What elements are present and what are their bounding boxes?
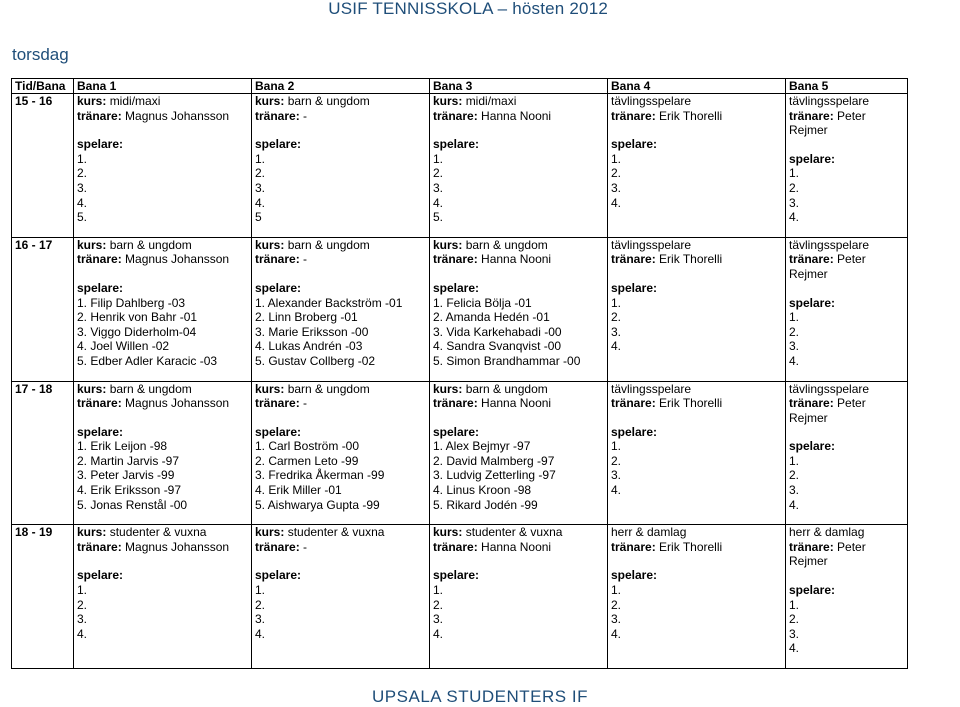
table-row — [12, 381, 908, 525]
coach-label: tränare: — [611, 108, 656, 123]
player-entry: 3. — [611, 180, 622, 195]
coach-label: tränare: — [77, 252, 122, 267]
player-entry: 3. — [611, 612, 622, 627]
player-entry: 3. — [433, 180, 444, 195]
table-row — [12, 237, 908, 381]
court-cell — [786, 381, 908, 525]
player-entry: 4. Erik Miller -01 — [255, 483, 342, 498]
player-entry: 1. — [611, 583, 622, 598]
player-entry: 1. — [433, 583, 444, 598]
court-cell — [252, 94, 430, 238]
player-entry: 4. Joel Willen -02 — [77, 339, 170, 354]
course-label: kurs: — [433, 381, 463, 396]
course-line — [611, 525, 785, 540]
course-name: barn & ungdom — [465, 381, 548, 396]
player-entry: 4. — [77, 195, 88, 210]
player-entry: 1. — [433, 151, 444, 166]
court-cell — [74, 237, 252, 381]
player-entry: 3. — [433, 612, 444, 627]
course-line — [77, 94, 251, 109]
coach-line — [789, 540, 907, 569]
player-entry: 1. — [789, 166, 800, 181]
player-entry: 3. — [611, 324, 622, 339]
players-label: spelare: — [255, 280, 302, 295]
coach-name: Hanna Nooni — [481, 539, 552, 554]
course-name: barn & ungdom — [287, 94, 370, 108]
player-entry: 3. Viggo Diderholm-04 — [77, 324, 197, 339]
spacer — [611, 411, 785, 425]
player-entry: 1. Alexander Backström -01 — [255, 295, 403, 310]
player-entry: 4. — [789, 641, 800, 656]
players-label: spelare: — [433, 568, 480, 583]
player-entry: 5. — [433, 210, 444, 225]
coach-label: tränare: — [611, 396, 656, 411]
player-entry: 3. — [77, 180, 88, 195]
coach-label: tränare: — [77, 539, 122, 554]
court-cell — [608, 381, 786, 525]
course-line — [77, 382, 251, 397]
player-entry: 3. — [789, 626, 800, 641]
player-entry: 4. — [789, 210, 800, 225]
player-entry: 2. David Malmberg -97 — [433, 453, 555, 468]
player-entry: 3. — [255, 180, 266, 195]
player-entry: 4. Sandra Svanqvist -00 — [433, 339, 562, 354]
coach-name: Peter Rejmer — [789, 539, 866, 569]
spacer — [255, 267, 429, 281]
players-label: spelare: — [255, 568, 302, 583]
player-entry: 2. Henrik von Bahr -01 — [77, 310, 198, 325]
spacer — [611, 123, 785, 137]
course-name: tävlingsspelare — [611, 381, 692, 396]
player-entry: 4. — [611, 626, 622, 641]
spacer — [77, 411, 251, 425]
course-line — [255, 238, 429, 253]
player-entry: 2. Martin Jarvis -97 — [77, 453, 180, 468]
course-label: kurs: — [255, 525, 285, 540]
course-name: barn & ungdom — [109, 381, 192, 396]
coach-label: tränare: — [433, 252, 478, 267]
coach-label: tränare: — [789, 396, 834, 411]
player-entry: 3. — [789, 483, 800, 498]
player-entry: 1. Alex Bejmyr -97 — [433, 439, 531, 454]
player-entry: 4. Linus Kroon -98 — [433, 483, 532, 498]
course-line — [77, 238, 251, 253]
course-line — [789, 382, 907, 397]
players-label: spelare: — [77, 424, 124, 439]
player-entry: 1. — [77, 151, 88, 166]
player-entry: 2. — [789, 612, 800, 627]
player-entry: 1. Felicia Bölja -01 — [433, 295, 532, 310]
players-label: spelare: — [789, 151, 836, 166]
course-label: kurs: — [433, 94, 463, 108]
player-entry: 2. Linn Broberg -01 — [255, 310, 358, 325]
players-label: spelare: — [255, 424, 302, 439]
spacer — [789, 138, 907, 152]
table-row — [12, 525, 908, 669]
coach-label: tränare: — [789, 539, 834, 554]
spacer — [77, 554, 251, 568]
course-name: tävlingsspelare — [789, 237, 870, 252]
course-label: kurs: — [77, 237, 107, 252]
player-entry: 5. Edber Adler Karacic -03 — [77, 353, 218, 368]
spacer — [433, 267, 607, 281]
coach-label: tränare: — [789, 108, 834, 123]
course-line — [77, 525, 251, 540]
coach-line — [433, 396, 607, 411]
players-label: spelare: — [77, 280, 124, 295]
player-entry: 2. — [255, 166, 266, 181]
course-name: studenter & vuxna — [109, 525, 207, 540]
coach-name: Hanna Nooni — [481, 108, 552, 123]
player-entry: 4. — [255, 626, 266, 641]
players-label: spelare: — [433, 137, 480, 152]
coach-name: Peter Rejmer — [789, 252, 866, 281]
course-name: tävlingsspelare — [789, 381, 870, 396]
course-line — [255, 525, 429, 540]
time-slot: 16 - 17 — [12, 237, 74, 381]
players-label: spelare: — [433, 424, 480, 439]
spacer — [789, 425, 907, 439]
player-entry: 2. — [611, 166, 622, 181]
course-line — [433, 238, 607, 253]
player-entry: 2. — [611, 310, 622, 325]
spacer — [433, 123, 607, 137]
column-header: Bana 3 — [430, 79, 608, 94]
coach-line — [77, 396, 251, 411]
course-name: studenter & vuxna — [287, 525, 385, 540]
column-header: Tid/Bana — [12, 79, 74, 94]
coach-line — [789, 109, 907, 138]
player-entry: 1. — [611, 439, 622, 454]
course-name: barn & ungdom — [287, 381, 370, 396]
player-entry: 4. Erik Eriksson -97 — [77, 483, 182, 498]
player-entry: 2. — [611, 453, 622, 468]
coach-line — [611, 540, 785, 555]
spacer — [433, 411, 607, 425]
player-entry: 4. — [611, 339, 622, 354]
coach-name: Hanna Nooni — [481, 396, 552, 411]
course-line — [611, 94, 785, 109]
coach-line — [255, 109, 429, 124]
players-label: spelare: — [77, 137, 124, 152]
court-cell — [430, 381, 608, 525]
course-line — [789, 525, 907, 540]
players-label: spelare: — [255, 137, 302, 152]
player-entry: 1. Erik Leijon -98 — [77, 439, 168, 454]
player-entry: 5. Simon Brandhammar -00 — [433, 353, 581, 368]
court-cell — [430, 94, 608, 238]
court-cell — [608, 525, 786, 669]
coach-line — [611, 252, 785, 267]
page-header-title: USIF TENNISSKOLA – hösten 2012 — [328, 0, 608, 18]
coach-label: tränare: — [433, 396, 478, 411]
player-entry: 3. — [77, 612, 88, 627]
course-line — [789, 238, 907, 253]
player-entry: 3. Fredrika Åkerman -99 — [255, 468, 385, 483]
coach-line — [433, 109, 607, 124]
court-cell — [786, 94, 908, 238]
coach-label: tränare: — [789, 252, 834, 267]
table-header-row — [12, 79, 908, 94]
course-label: kurs: — [433, 237, 463, 252]
time-slot: 18 - 19 — [12, 525, 74, 669]
course-name: midi/maxi — [109, 94, 161, 108]
schedule-body — [12, 94, 908, 669]
player-entry: 2. — [433, 166, 444, 181]
court-cell — [430, 525, 608, 669]
course-line — [433, 382, 607, 397]
player-entry: 1. — [77, 583, 88, 598]
player-entry: 5. Aishwarya Gupta -99 — [255, 497, 380, 512]
players-label: spelare: — [433, 280, 480, 295]
player-entry: 2. — [611, 597, 622, 612]
spacer — [77, 267, 251, 281]
player-entry: 5. Rikard Jodén -99 — [433, 497, 538, 512]
players-label: spelare: — [611, 137, 658, 152]
player-entry: 1. Filip Dahlberg -03 — [77, 295, 186, 310]
course-line — [255, 382, 429, 397]
course-name: herr & damlag — [789, 525, 865, 540]
footer-text: UPSALA STUDENTERS IF — [372, 687, 588, 706]
player-entry: 1. — [789, 310, 800, 325]
player-entry: 4. — [255, 195, 266, 210]
court-cell — [74, 525, 252, 669]
course-line — [789, 94, 907, 109]
players-label: spelare: — [611, 280, 658, 295]
player-entry: 3. — [789, 339, 800, 354]
spacer — [611, 554, 785, 568]
player-entry: 4. — [789, 353, 800, 368]
player-entry: 2. — [789, 324, 800, 339]
player-entry: 5 — [255, 210, 262, 225]
coach-name: Erik Thorelli — [659, 108, 723, 123]
court-cell — [252, 381, 430, 525]
players-label: spelare: — [789, 439, 836, 454]
player-entry: 2. — [255, 597, 266, 612]
course-label: kurs: — [77, 94, 107, 108]
player-entry: 1. — [255, 151, 266, 166]
coach-line — [77, 109, 251, 124]
course-name: midi/maxi — [465, 94, 517, 108]
coach-line — [789, 252, 907, 281]
coach-name: Magnus Johansson — [125, 252, 230, 267]
court-cell — [74, 94, 252, 238]
player-entry: 4. — [433, 195, 444, 210]
court-cell — [608, 237, 786, 381]
coach-name: - — [303, 539, 308, 554]
coach-name: - — [303, 252, 308, 267]
column-header: Bana 2 — [252, 79, 430, 94]
coach-line — [77, 540, 251, 555]
player-entry: 1. — [611, 295, 622, 310]
coach-line — [255, 252, 429, 267]
spacer — [789, 569, 907, 583]
course-label: kurs: — [255, 94, 285, 108]
players-label: spelare: — [77, 568, 124, 583]
course-name: tävlingsspelare — [611, 237, 692, 252]
course-name: barn & ungdom — [287, 237, 370, 252]
player-entry: 4. — [789, 497, 800, 512]
coach-label: tränare: — [433, 539, 478, 554]
course-line — [611, 382, 785, 397]
course-name: herr & damlag — [611, 525, 687, 540]
course-label: kurs: — [433, 525, 463, 540]
coach-label: tränare: — [255, 252, 300, 267]
players-label: spelare: — [789, 295, 836, 310]
court-cell — [608, 94, 786, 238]
coach-line — [611, 109, 785, 124]
coach-label: tränare: — [77, 396, 122, 411]
coach-label: tränare: — [255, 539, 300, 554]
player-entry: 1. — [789, 597, 800, 612]
player-entry: 1. — [611, 151, 622, 166]
coach-name: Peter Rejmer — [789, 108, 866, 138]
schedule-table — [11, 78, 908, 669]
player-entry: 3. — [255, 612, 266, 627]
player-entry: 1. Carl Boström -00 — [255, 439, 360, 454]
course-name: barn & ungdom — [109, 237, 192, 252]
coach-name: - — [303, 108, 308, 123]
player-entry: 4. — [77, 626, 88, 641]
time-slot: 15 - 16 — [12, 94, 74, 238]
course-line — [255, 94, 429, 109]
player-entry: 4. Lukas Andrén -03 — [255, 339, 363, 354]
course-name: studenter & vuxna — [465, 525, 563, 540]
spacer — [77, 123, 251, 137]
coach-name: - — [303, 396, 308, 411]
player-entry: 4. — [611, 483, 622, 498]
players-label: spelare: — [789, 583, 836, 598]
coach-label: tränare: — [611, 252, 656, 267]
course-label: kurs: — [255, 237, 285, 252]
coach-line — [433, 252, 607, 267]
day-heading: torsdag — [12, 45, 69, 64]
coach-line — [255, 540, 429, 555]
player-entry: 5. Jonas Renstål -00 — [77, 497, 188, 512]
coach-name: Erik Thorelli — [659, 539, 723, 554]
coach-name: Peter Rejmer — [789, 396, 866, 425]
player-entry: 5. — [77, 210, 88, 225]
coach-line — [433, 540, 607, 555]
coach-name: Magnus Johansson — [125, 396, 230, 411]
column-header: Bana 5 — [786, 79, 908, 94]
spacer — [433, 554, 607, 568]
player-entry: 3. Marie Eriksson -00 — [255, 324, 369, 339]
coach-label: tränare: — [433, 108, 478, 123]
player-entry: 4. — [611, 195, 622, 210]
coach-label: tränare: — [255, 396, 300, 411]
course-label: kurs: — [77, 525, 107, 540]
coach-line — [789, 396, 907, 425]
course-name: tävlingsspelare — [611, 94, 692, 108]
player-entry: 2. — [789, 468, 800, 483]
coach-line — [255, 396, 429, 411]
course-name: barn & ungdom — [465, 237, 548, 252]
course-line — [433, 525, 607, 540]
player-entry: 5. Gustav Collberg -02 — [255, 353, 376, 368]
player-entry: 2. Carmen Leto -99 — [255, 453, 359, 468]
coach-name: Magnus Johansson — [125, 108, 230, 123]
player-entry: 4. — [433, 626, 444, 641]
court-cell — [786, 525, 908, 669]
course-line — [611, 238, 785, 253]
player-entry: 3. — [611, 468, 622, 483]
player-entry: 2. — [77, 166, 88, 181]
player-entry: 2. — [77, 597, 88, 612]
court-cell — [252, 237, 430, 381]
coach-name: Magnus Johansson — [125, 539, 230, 554]
player-entry: 2. Amanda Hedén -01 — [433, 310, 550, 325]
course-name: tävlingsspelare — [789, 94, 870, 108]
course-label: kurs: — [77, 381, 107, 396]
course-line — [433, 94, 607, 109]
column-header: Bana 1 — [74, 79, 252, 94]
coach-label: tränare: — [255, 108, 300, 123]
column-header: Bana 4 — [608, 79, 786, 94]
players-label: spelare: — [611, 424, 658, 439]
spacer — [789, 282, 907, 296]
player-entry: 3. — [789, 195, 800, 210]
coach-name: Erik Thorelli — [659, 396, 723, 411]
court-cell — [430, 237, 608, 381]
time-slot: 17 - 18 — [12, 381, 74, 525]
spacer — [611, 267, 785, 281]
court-cell — [786, 237, 908, 381]
player-entry: 2. — [789, 180, 800, 195]
table-row — [12, 94, 908, 238]
court-cell — [74, 381, 252, 525]
coach-line — [77, 252, 251, 267]
players-label: spelare: — [611, 568, 658, 583]
coach-line — [611, 396, 785, 411]
player-entry: 3. Peter Jarvis -99 — [77, 468, 175, 483]
course-label: kurs: — [255, 381, 285, 396]
coach-name: Erik Thorelli — [659, 252, 723, 267]
player-entry: 3. Vida Karkehabadi -00 — [433, 324, 562, 339]
spacer — [255, 554, 429, 568]
player-entry: 1. — [789, 453, 800, 468]
coach-name: Hanna Nooni — [481, 252, 552, 267]
player-entry: 1. — [255, 583, 266, 598]
spacer — [255, 123, 429, 137]
player-entry: 3. Ludvig Zetterling -97 — [433, 468, 556, 483]
court-cell — [252, 525, 430, 669]
player-entry: 2. — [433, 597, 444, 612]
spacer — [255, 411, 429, 425]
coach-label: tränare: — [611, 539, 656, 554]
coach-label: tränare: — [77, 108, 122, 123]
